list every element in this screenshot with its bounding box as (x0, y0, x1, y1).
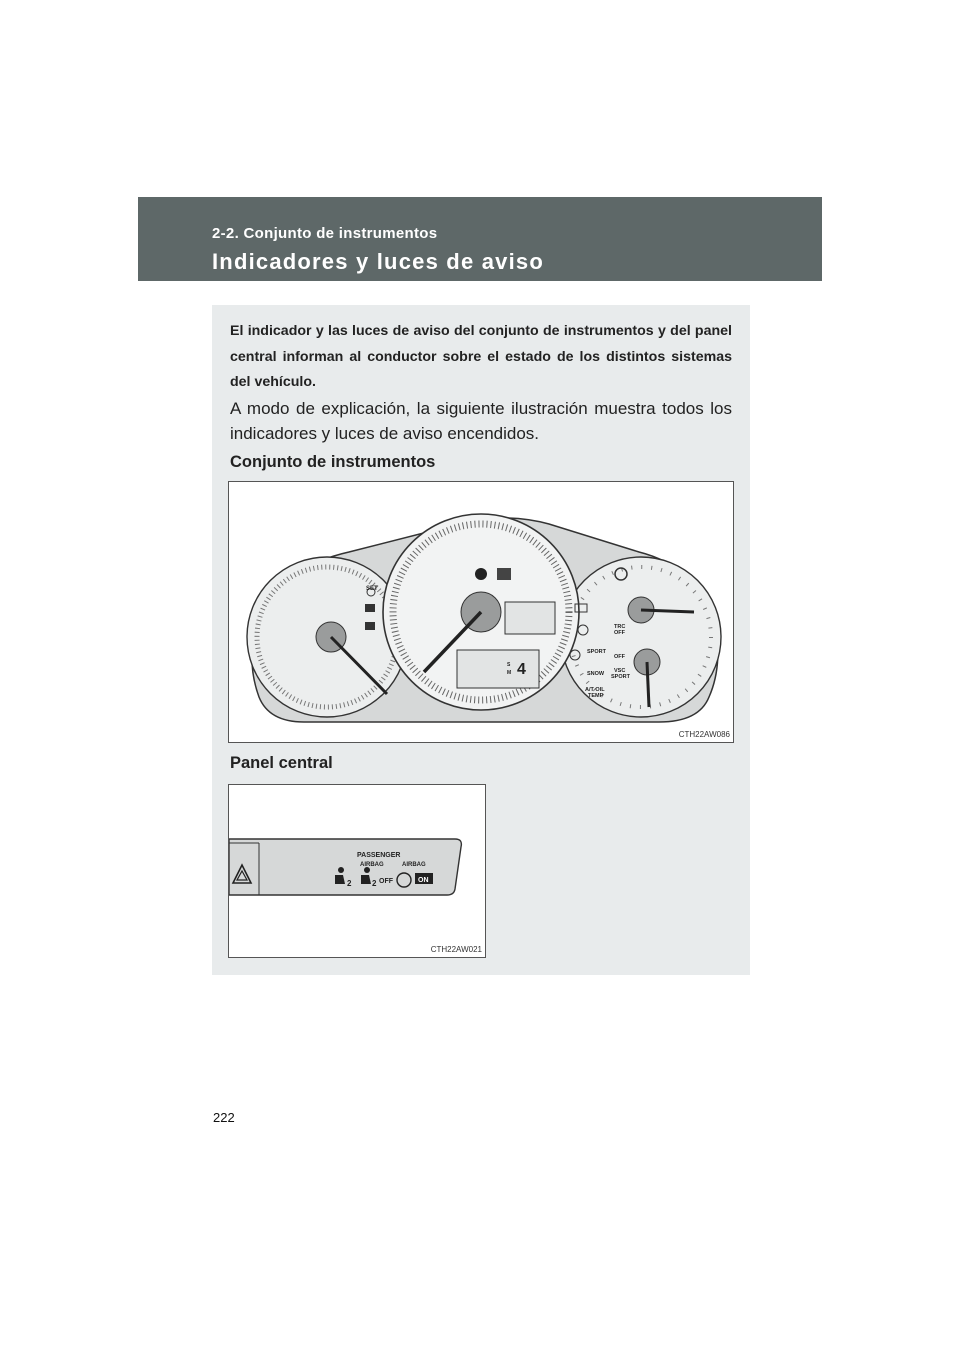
airbag-off-label: OFF (379, 878, 393, 885)
snow-label: SNOW (587, 671, 605, 677)
note-paragraph: A modo de explicación, la siguiente ilustración muestra todos los indicadores y luces de aviso encendidos. (230, 399, 732, 443)
mode-s-indicator: S (507, 662, 511, 668)
page-title: Indicadores y luces de aviso (212, 249, 544, 274)
instrument-cluster-figure (228, 481, 734, 743)
cluster-figure-code: CTH22AW086 (678, 730, 730, 739)
set-label: SET (366, 586, 378, 592)
center-panel-heading: Panel central (230, 754, 333, 772)
airbag-left-label: AIRBAG (360, 862, 384, 868)
section-label: 2-2. Conjunto de instrumentos (212, 225, 438, 242)
passenger-label: PASSENGER (357, 852, 401, 859)
sport-label: SPORT (587, 649, 606, 655)
vsc-sport-label-1: VSC (614, 668, 626, 674)
mode-m-indicator: M (507, 670, 512, 676)
center-panel-illustration (229, 785, 485, 957)
panel-figure-code: CTH22AW021 (430, 945, 482, 954)
passenger-seat-icon (338, 867, 344, 873)
instrument-cluster-heading: Conjunto de instrumentos (230, 453, 436, 471)
chapter-header (138, 197, 822, 281)
trc-off-label-1: TRC (614, 624, 626, 630)
vsc-sport-label-2: SPORT (611, 674, 630, 680)
seat-number-1: 2 (347, 879, 352, 888)
center-panel-figure (228, 784, 486, 958)
content-box (212, 305, 750, 975)
at-oil-label-1: A/T OIL (585, 687, 605, 693)
airbag-right-label: AIRBAG (402, 862, 426, 868)
intro-paragraph: El indicador y las luces de aviso del conjunto de instrumentos y del panel central informan al conductor sobre el estado de los distintos sistemas del vehículo. (230, 323, 732, 390)
page-number: 222 (213, 1110, 235, 1125)
vsc-off-label: OFF (614, 654, 625, 660)
trc-off-label-2: OFF (614, 630, 625, 636)
airbag-on-label: ON (418, 877, 429, 884)
instrument-cluster-illustration (229, 482, 733, 742)
seat-number-2: 2 (372, 879, 377, 888)
at-oil-label-2: TEMP (588, 693, 604, 699)
gear-indicator: 4 (517, 661, 526, 678)
